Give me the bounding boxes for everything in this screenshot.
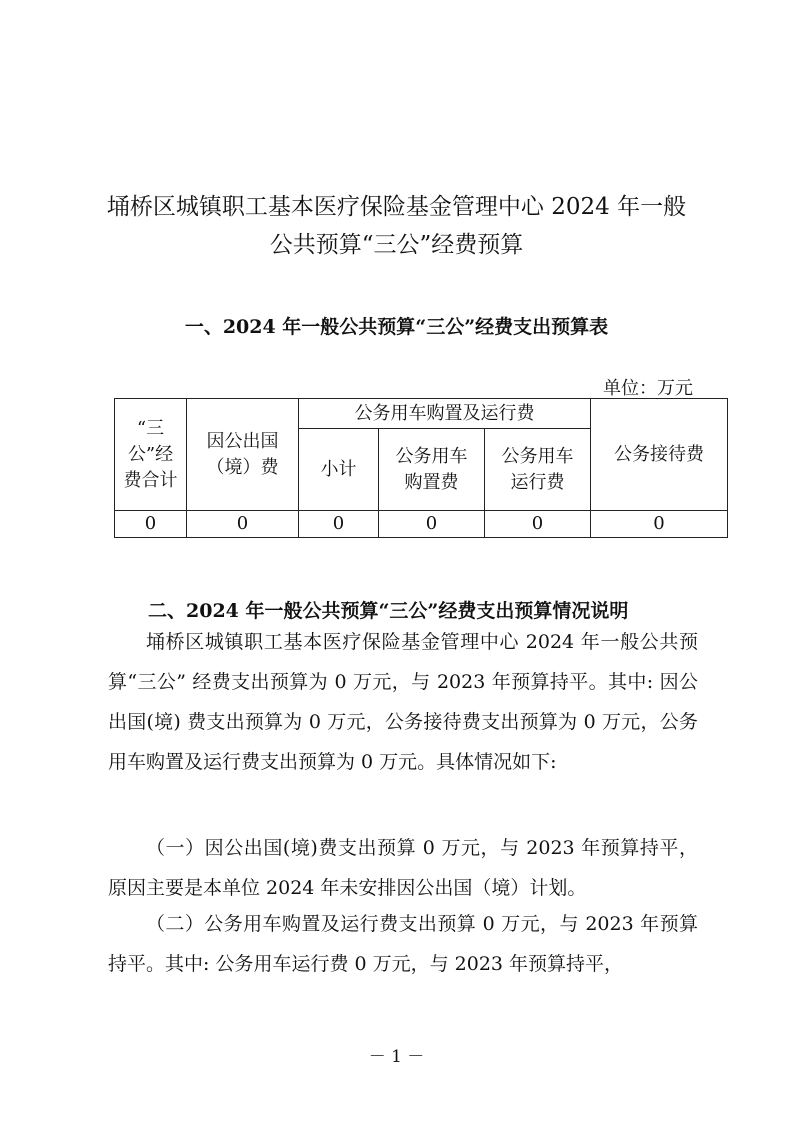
- budget-table: [114, 398, 728, 538]
- section1-heading: 一、2024 年一般公共预算“三公”经费支出预算表: [184, 316, 609, 338]
- value-vehicle-purchase: 0: [379, 511, 485, 538]
- value-subtotal: 0: [299, 511, 379, 538]
- page-number: － 1 －: [368, 1047, 425, 1067]
- header-vehicle-purchase: 公务用车购置费: [379, 429, 485, 511]
- header-subtotal: 小计: [299, 429, 379, 511]
- unit-label: 单位：万元: [603, 378, 693, 399]
- paragraph-vehicle: （二）公务用车购置及运行费支出预算 0 万元，与 2023 年预算持平。其中: 公务用车运行费 0 万元，与 2023 年预算持平，: [108, 913, 698, 975]
- header-vehicle-operation: 公务用车运行费: [485, 429, 591, 511]
- value-abroad: 0: [187, 511, 299, 538]
- title-line-1: 埇桥区城镇职工基本医疗保险基金管理中心 2024 年一般: [106, 194, 687, 220]
- title-line-2: 公共预算“三公”经费预算: [269, 232, 524, 258]
- paragraph-abroad: （一）因公出国(境)费支出预算 0 万元，与 2023 年预算持平，原因主要是本单位 2024 年未安排因公出国（境）计划。: [108, 837, 698, 899]
- header-abroad: 因公出国（境）费: [187, 399, 299, 511]
- value-total: 0: [115, 511, 187, 538]
- value-reception: 0: [591, 511, 728, 538]
- paragraph-summary: 埇桥区城镇职工基本医疗保险基金管理中心 2024 年一般公共预算“三公” 经费支出预算为 0 万元，与 2023 年预算持平。其中: 因公出国(境) 费支出预算为 0 万元，公务接待费支出预算为 0 万元，公务用车购置及运行费支出预算为 0 万元。具体情况如下:: [108, 631, 698, 773]
- header-total: “三公”经费合计: [115, 399, 187, 511]
- document-title: [60, 188, 733, 264]
- header-reception: 公务接待费: [591, 399, 728, 511]
- section2-heading: 二、2024 年一般公共预算“三公”经费支出预算情况说明: [148, 600, 629, 622]
- value-vehicle-operation: 0: [485, 511, 591, 538]
- header-vehicle-group: 公务用车购置及运行费: [299, 399, 591, 429]
